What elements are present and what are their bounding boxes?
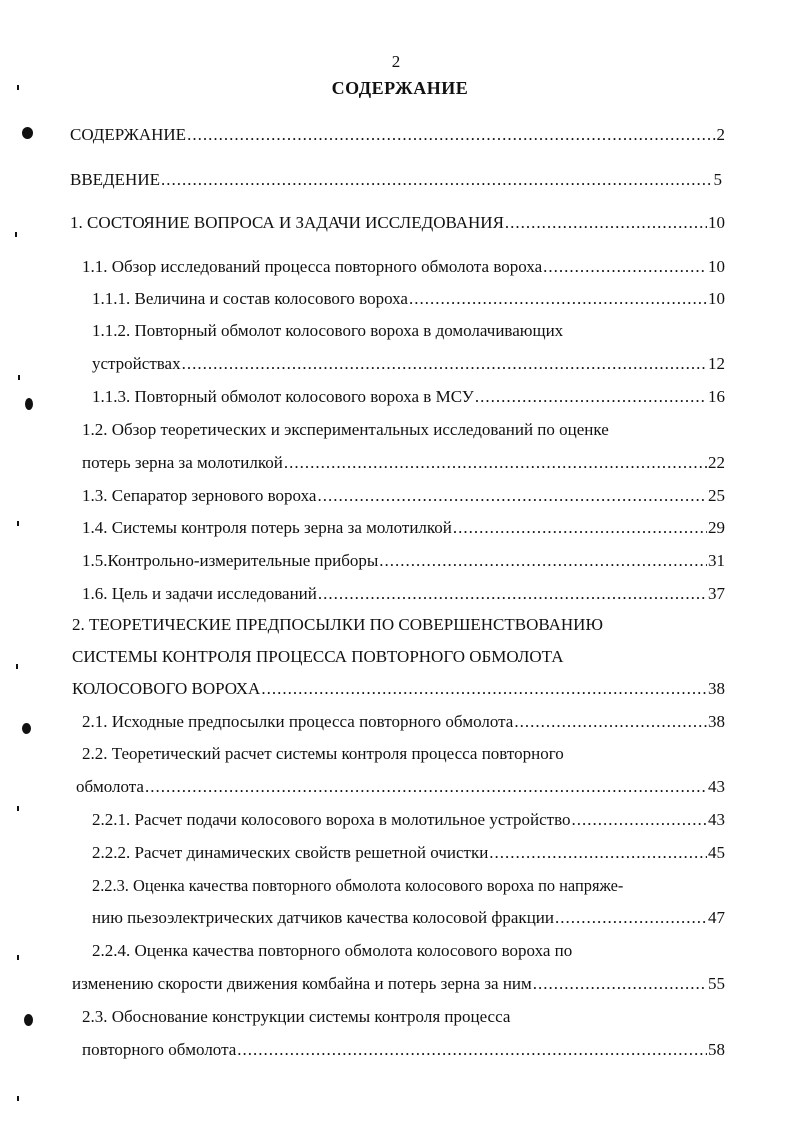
toc-entry[interactable] xyxy=(92,875,725,897)
toc-entry-text: 2.2. Теоретический расчет системы контроля процесса повторного xyxy=(82,744,564,763)
toc-entry-page: 43 xyxy=(708,777,725,796)
toc-entry-text: 1.1.2. Повторный обмолот колосового вороха в домолачивающих xyxy=(92,321,564,340)
toc-entry-page: 43 xyxy=(708,810,725,829)
binding-hole-mark xyxy=(22,723,31,734)
dot-leader xyxy=(379,550,707,572)
toc-entry-text: 1. СОСТОЯНИЕ ВОПРОСА И ЗАДАЧИ ИССЛЕДОВАНИЯ xyxy=(70,213,504,232)
dot-leader xyxy=(317,485,707,507)
toc-entry[interactable] xyxy=(76,776,725,798)
toc-entry[interactable] xyxy=(92,907,725,929)
toc-entry[interactable] xyxy=(92,288,725,310)
toc-entry-text: 2.2.1. Расчет подачи колосового вороха в молотильное устройство xyxy=(92,810,571,829)
dot-leader xyxy=(145,776,707,798)
toc-entry-text: 2.2.4. Оценка качества повторного обмолота колосового вороха по xyxy=(92,941,573,960)
toc-entry[interactable] xyxy=(82,517,725,539)
toc-entry-page: 45 xyxy=(708,843,725,862)
binding-hole-mark xyxy=(24,1014,33,1026)
dot-leader xyxy=(284,452,707,474)
toc-entry-text: устройствах xyxy=(92,354,181,373)
toc-entry-text: изменению скорости движения комбайна и потерь зерна за ним xyxy=(72,974,532,993)
toc-entry[interactable] xyxy=(92,940,725,962)
dot-leader xyxy=(261,678,707,700)
toc-entry-text: потерь зерна за молотилкой xyxy=(82,453,283,472)
toc-entry-page: 10 xyxy=(708,289,725,308)
toc-entry-page: 37 xyxy=(708,584,725,603)
dot-leader xyxy=(533,973,707,995)
scan-speck xyxy=(17,521,19,526)
toc-entry[interactable] xyxy=(82,419,725,441)
binding-hole-mark xyxy=(25,398,33,410)
scan-speck xyxy=(16,664,18,669)
toc-entry[interactable] xyxy=(82,485,725,507)
scan-speck xyxy=(15,232,17,237)
scan-speck xyxy=(18,375,20,380)
toc-entry-page: 5 xyxy=(713,170,722,189)
toc-entry-text: 1.1. Обзор исследований процесса повторного обмолота вороха xyxy=(82,257,543,276)
toc-entry-text: повторного обмолота xyxy=(82,1040,237,1059)
toc-entry-text: 1.4. Системы контроля потерь зерна за молотилкой xyxy=(82,518,452,537)
toc-entry[interactable] xyxy=(72,973,725,995)
toc-entry[interactable] xyxy=(72,646,725,668)
toc-entry-page: 55 xyxy=(708,974,725,993)
dot-leader xyxy=(572,809,708,831)
dot-leader xyxy=(182,353,707,375)
toc-entry-text: 1.1.3. Повторный обмолот колосового вороха в МСУ xyxy=(92,387,474,406)
toc-entry-page: 29 xyxy=(708,518,725,537)
dot-leader xyxy=(318,583,707,605)
toc-entry[interactable] xyxy=(82,1039,725,1061)
toc-entry-text: 2.2.3. Оценка качества повторного обмолота колосового вороха по напряже- xyxy=(92,876,624,895)
toc-entry-page: 58 xyxy=(708,1040,725,1059)
scan-speck xyxy=(17,806,19,811)
toc-entry[interactable] xyxy=(72,614,725,636)
page-number: 2 xyxy=(391,52,401,71)
toc-entry[interactable] xyxy=(92,320,725,342)
dot-leader xyxy=(555,907,707,929)
toc-entry-page: 2 xyxy=(716,125,725,144)
toc-entry-page: 16 xyxy=(708,387,725,406)
toc-entry[interactable] xyxy=(92,809,725,831)
scan-speck xyxy=(17,1096,19,1101)
toc-entry-text: нию пьезоэлектрических датчиков качества колосовой фракции xyxy=(92,908,554,927)
toc-entry-text: 1.1.1. Величина и состав колосового вороха xyxy=(92,289,408,308)
dot-leader xyxy=(409,288,707,310)
toc-entry[interactable] xyxy=(82,256,725,278)
page-title: СОДЕРЖАНИЕ xyxy=(331,78,469,98)
dot-leader xyxy=(187,124,715,146)
toc-entry-text: 2.1. Исходные предпосылки процесса повторного обмолота xyxy=(82,712,514,731)
toc-entry-page: 38 xyxy=(708,679,725,698)
toc-entry-text: 2.2.2. Расчет динамических свойств решетной очистки xyxy=(92,843,489,862)
toc-entry[interactable] xyxy=(82,1006,725,1028)
scan-speck xyxy=(17,955,19,960)
toc-entry[interactable] xyxy=(72,678,725,700)
toc-entry-page: 31 xyxy=(708,551,725,570)
toc-entry[interactable] xyxy=(82,550,725,572)
toc-entry-text: 2.3. Обоснование конструкции системы контроля процесса xyxy=(82,1007,511,1026)
dot-leader xyxy=(475,386,707,408)
toc-entry-text: 1.6. Цель и задачи исследований xyxy=(82,584,317,603)
toc-entry[interactable] xyxy=(92,353,725,375)
toc-entry[interactable] xyxy=(92,842,725,864)
dot-leader xyxy=(161,169,713,191)
toc-entry[interactable] xyxy=(82,583,725,605)
toc-entry-page: 10 xyxy=(708,213,725,232)
toc-entry-text: СИСТЕМЫ КОНТРОЛЯ ПРОЦЕССА ПОВТОРНОГО ОБМОЛОТА xyxy=(72,647,564,666)
binding-hole-mark xyxy=(22,127,33,139)
toc-entry-page: 12 xyxy=(708,354,725,373)
toc-entry[interactable] xyxy=(70,124,725,146)
dot-leader xyxy=(489,842,707,864)
toc-entry-page: 22 xyxy=(708,453,725,472)
toc-entry-text: обмолота xyxy=(76,777,144,796)
toc-entry-page: 10 xyxy=(708,257,725,276)
toc-entry-page: 25 xyxy=(708,486,725,505)
toc-entry[interactable] xyxy=(92,386,725,408)
toc-entry-text: 1.3. Сепаратор зернового вороха xyxy=(82,486,317,505)
toc-entry[interactable] xyxy=(70,169,722,191)
toc-entry-text: 2. ТЕОРЕТИЧЕСКИЕ ПРЕДПОСЫЛКИ ПО СОВЕРШЕНСТВОВАНИЮ xyxy=(72,615,603,634)
scan-speck xyxy=(17,85,19,90)
toc-entry-text: ВВЕДЕНИЕ xyxy=(70,170,160,189)
toc-entry[interactable] xyxy=(82,743,725,765)
toc-entry-text: 1.2. Обзор теоретических и экспериментальных исследований по оценке xyxy=(82,420,609,439)
toc-entry-text: СОДЕРЖАНИЕ xyxy=(70,125,187,144)
toc-entry-text: 1.5.Контрольно-измерительные приборы xyxy=(82,551,379,570)
toc-entry-page: 38 xyxy=(708,712,725,731)
toc-entry[interactable] xyxy=(82,452,725,474)
dot-leader xyxy=(453,517,707,539)
toc-entry-text: КОЛОСОВОГО ВОРОХА xyxy=(72,679,261,698)
toc-entry[interactable] xyxy=(70,212,725,234)
dot-leader xyxy=(543,256,707,278)
dot-leader xyxy=(514,711,707,733)
toc-entry-page: 47 xyxy=(708,908,725,927)
dot-leader xyxy=(237,1039,707,1061)
toc-entry[interactable] xyxy=(82,711,725,733)
dot-leader xyxy=(505,212,707,234)
